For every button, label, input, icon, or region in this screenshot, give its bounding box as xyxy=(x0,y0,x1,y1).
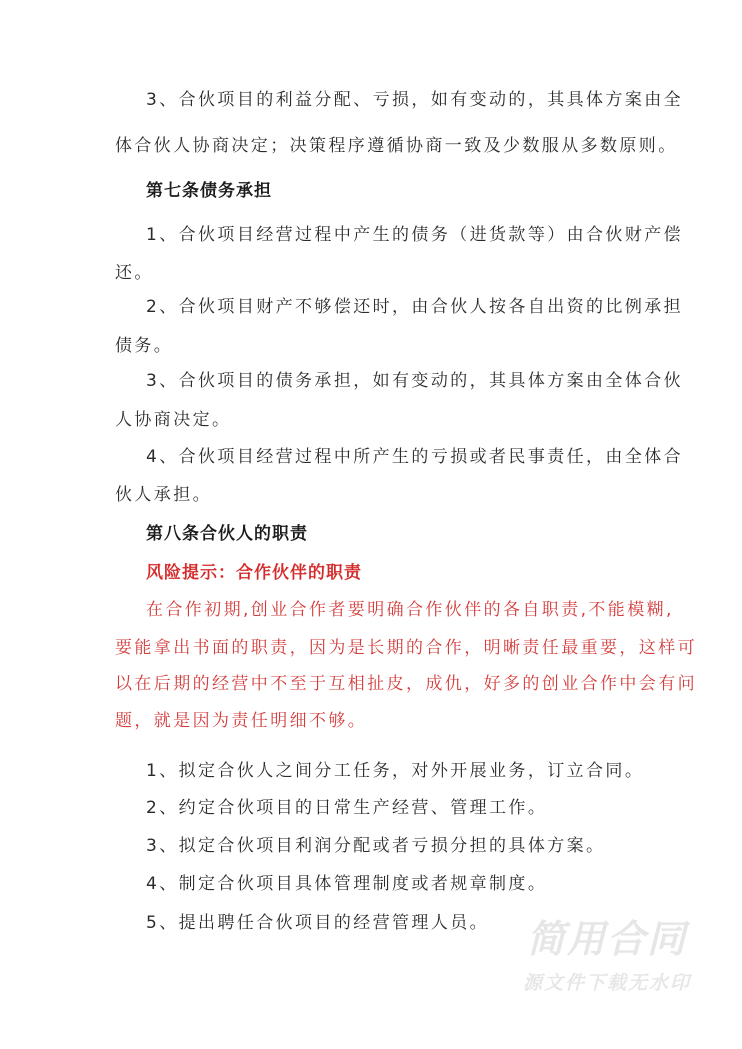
risk-heading: 风险提示：合作伙伴的职责 xyxy=(146,563,362,583)
paragraph-line: 人协商决定。 xyxy=(115,410,232,430)
paragraph-line: 伙人承担。 xyxy=(115,485,212,505)
paragraph-line: 4、合伙项目经营过程中所产生的亏损或者民事责任，由全体合 xyxy=(146,447,684,467)
section-heading: 第七条债务承担 xyxy=(146,181,272,201)
paragraph-line: 3、合伙项目的利益分配、亏损，如有变动的，其具体方案由全 xyxy=(146,90,684,110)
list-item: 3、拟定合伙项目利润分配或者亏损分担的具体方案。 xyxy=(146,836,606,856)
risk-paragraph-line: 要能拿出书面的职责，因为是长期的合作，明晰责任最重要，这样可 xyxy=(115,638,697,658)
list-item: 2、约定合伙项目的日常生产经营、管理工作。 xyxy=(146,798,548,818)
paragraph-line: 2、合伙项目财产不够偿还时，由合伙人按各自出资的比例承担 xyxy=(146,297,684,317)
list-item: 4、制定合伙项目具体管理制度或者规章制度。 xyxy=(146,874,548,894)
watermark-title: 简用合同 xyxy=(526,917,687,961)
paragraph-line: 体合伙人协商决定；决策程序遵循协商一致及少数服从多数原则。 xyxy=(115,136,678,156)
watermark xyxy=(512,918,702,995)
risk-paragraph-line: 题，就是因为责任明细不够。 xyxy=(115,711,368,731)
list-item: 5、提出聘任合伙项目的经营管理人员。 xyxy=(146,913,490,933)
paragraph-line: 债务。 xyxy=(115,336,174,356)
section-heading: 第八条合伙人的职责 xyxy=(146,524,308,544)
paragraph-line: 还。 xyxy=(115,263,154,283)
list-item: 1、拟定合伙人之间分工任务，对外开展业务，订立合同。 xyxy=(146,761,645,781)
paragraph-line: 3、合伙项目的债务承担，如有变动的，其具体方案由全体合伙 xyxy=(146,371,684,391)
risk-paragraph-line: 以在后期的经营中不至于互相扯皮，成仇，好多的创业合作中会有问 xyxy=(115,674,697,694)
paragraph-line: 1、合伙项目经营过程中产生的债务（进货款等）由合伙财产偿 xyxy=(146,225,684,245)
risk-paragraph-line: 在合作初期,创业合作者要明确合作伙伴的各自职责,不能模糊, xyxy=(146,600,674,620)
watermark-subtitle: 源文件下载无水印 xyxy=(522,972,691,994)
